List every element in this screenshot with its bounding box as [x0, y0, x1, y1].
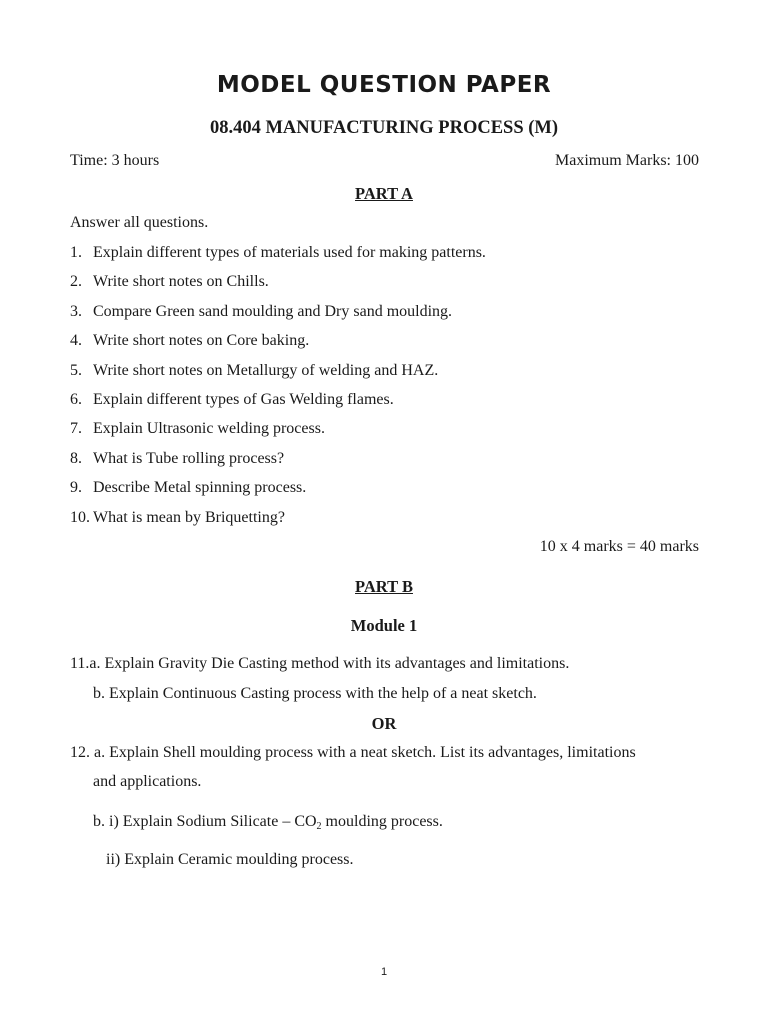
question-12b-i-text: b. i) Explain Sodium Silicate – CO — [93, 813, 317, 830]
question-number: 7. — [70, 420, 82, 437]
question-text: Explain different types of Gas Welding flames. — [93, 391, 394, 408]
part-a-marks: 10 x 4 marks = 40 marks — [539, 538, 699, 555]
question-number: 5. — [70, 362, 82, 379]
or-separator: OR — [371, 714, 397, 733]
page-number: 1 — [380, 966, 388, 978]
question-text: Compare Green sand moulding and Dry sand moulding. — [93, 303, 453, 320]
question-number: 10. — [70, 509, 90, 526]
course-title: 08.404 MANUFACTURING PROCESS (M) — [209, 118, 559, 138]
question-number: 6. — [70, 391, 82, 408]
question-12a-line1: 12. a. Explain Shell moulding process with a neat sketch. List its advantages, limitations — [70, 744, 636, 761]
question-text: What is mean by Briquetting? — [93, 509, 285, 526]
part-a-heading-text: PART A — [355, 184, 413, 203]
question-text: What is Tube rolling process? — [93, 450, 285, 467]
question-number: 9. — [70, 479, 82, 496]
question-11b: b. Explain Continuous Casting process with the help of a neat sketch. — [93, 685, 537, 702]
part-a-instruction: Answer all questions. — [70, 214, 209, 231]
question-12b-i-text-end: moulding process. — [321, 813, 443, 830]
question-12b-ii: ii) Explain Ceramic moulding process. — [106, 851, 354, 868]
question-text: Write short notes on Core baking. — [93, 332, 310, 349]
question-text: Explain different types of materials used for making patterns. — [93, 244, 486, 261]
part-b-heading-text: PART B — [355, 577, 413, 596]
question-text: Describe Metal spinning process. — [93, 479, 307, 496]
question-number: 4. — [70, 332, 82, 349]
paper-title: MODEL QUESTION PAPER — [216, 72, 552, 98]
question-text: Write short notes on Chills. — [93, 273, 269, 290]
co2-subscript: 2 — [316, 821, 322, 832]
question-11a: 11.a. Explain Gravity Die Casting method with its advantages and limitations. — [70, 655, 570, 672]
question-text: Write short notes on Metallurgy of welding and HAZ. — [93, 362, 439, 379]
question-number: 3. — [70, 303, 82, 320]
question-12b-i — [93, 813, 443, 831]
part-b-heading — [0, 577, 768, 597]
module-heading: Module 1 — [350, 616, 418, 635]
question-12a-line2: and applications. — [93, 773, 202, 790]
question-text: Explain Ultrasonic welding process. — [93, 420, 325, 437]
question-number: 1. — [70, 244, 82, 261]
part-a-heading — [0, 184, 768, 204]
question-number: 2. — [70, 273, 82, 290]
time-allowed: Time: 3 hours — [70, 152, 160, 169]
question-number: 8. — [70, 450, 82, 467]
maximum-marks: Maximum Marks: 100 — [555, 152, 699, 169]
